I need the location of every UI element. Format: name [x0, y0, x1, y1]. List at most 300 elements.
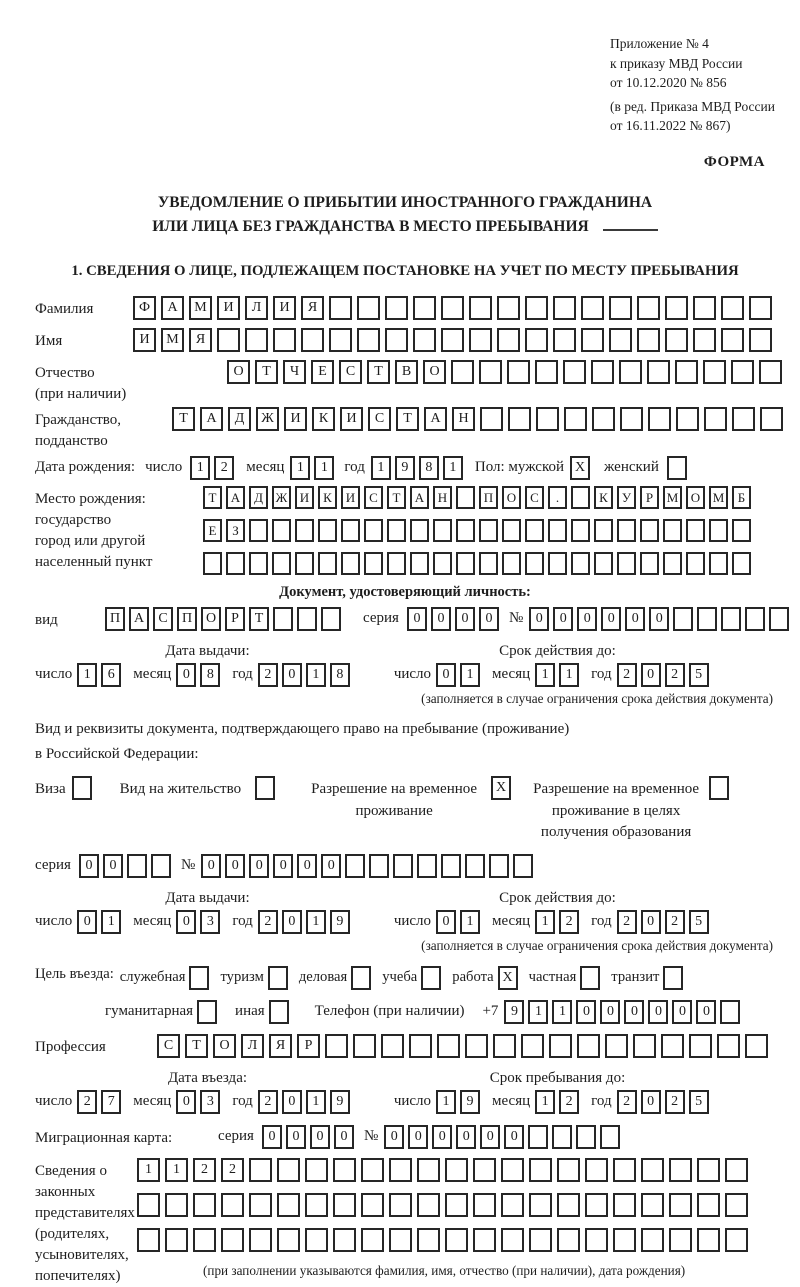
char-box[interactable]: [693, 328, 716, 352]
char-box[interactable]: [249, 552, 268, 575]
char-box[interactable]: 0: [249, 854, 269, 878]
char-box[interactable]: 0: [334, 1125, 354, 1149]
char-box[interactable]: 0: [431, 607, 451, 631]
char-box[interactable]: [437, 1034, 460, 1058]
checkbox[interactable]: [72, 776, 92, 800]
char-box[interactable]: [318, 519, 337, 542]
char-box[interactable]: [525, 552, 544, 575]
char-box[interactable]: 0: [529, 607, 549, 631]
char-box[interactable]: 1: [535, 663, 555, 687]
char-box[interactable]: Т: [255, 360, 278, 384]
char-box[interactable]: [641, 1228, 664, 1252]
char-box[interactable]: [445, 1193, 468, 1217]
char-box[interactable]: [591, 360, 614, 384]
char-box[interactable]: [686, 552, 705, 575]
char-box[interactable]: [345, 854, 365, 878]
char-box[interactable]: С: [525, 486, 544, 509]
char-box[interactable]: [552, 1125, 572, 1149]
char-box[interactable]: А: [410, 486, 429, 509]
char-box[interactable]: 1: [290, 456, 310, 480]
char-box[interactable]: 8: [200, 663, 220, 687]
char-box[interactable]: [676, 407, 699, 431]
char-box[interactable]: 6: [101, 663, 121, 687]
char-box[interactable]: [502, 552, 521, 575]
char-box[interactable]: [361, 1158, 384, 1182]
char-box[interactable]: 0: [436, 663, 456, 687]
char-box[interactable]: [479, 360, 502, 384]
char-box[interactable]: К: [318, 486, 337, 509]
checkbox[interactable]: [709, 776, 729, 800]
char-box[interactable]: [709, 552, 728, 575]
char-box[interactable]: Ж: [256, 407, 279, 431]
char-box[interactable]: 0: [407, 607, 427, 631]
char-box[interactable]: 0: [286, 1125, 306, 1149]
char-box[interactable]: 2: [258, 1090, 278, 1114]
char-box[interactable]: 9: [395, 456, 415, 480]
char-box[interactable]: [648, 407, 671, 431]
checkbox[interactable]: [421, 966, 441, 990]
char-box[interactable]: Я: [301, 296, 324, 320]
char-box[interactable]: М: [161, 328, 184, 352]
char-box[interactable]: [417, 854, 437, 878]
char-box[interactable]: [295, 519, 314, 542]
char-box[interactable]: [571, 486, 590, 509]
char-box[interactable]: [417, 1193, 440, 1217]
char-box[interactable]: [226, 552, 245, 575]
char-box[interactable]: С: [368, 407, 391, 431]
char-box[interactable]: 0: [297, 854, 317, 878]
char-box[interactable]: [640, 552, 659, 575]
char-box[interactable]: 2: [617, 663, 637, 687]
char-box[interactable]: [417, 1228, 440, 1252]
char-box[interactable]: [585, 1158, 608, 1182]
char-box[interactable]: Р: [297, 1034, 320, 1058]
char-box[interactable]: [413, 296, 436, 320]
char-box[interactable]: Т: [203, 486, 222, 509]
char-box[interactable]: [502, 519, 521, 542]
char-box[interactable]: Т: [396, 407, 419, 431]
char-box[interactable]: Р: [225, 607, 245, 631]
char-box[interactable]: [456, 552, 475, 575]
char-box[interactable]: [675, 360, 698, 384]
char-box[interactable]: [277, 1193, 300, 1217]
char-box[interactable]: 0: [649, 607, 669, 631]
char-box[interactable]: [445, 1158, 468, 1182]
checkbox[interactable]: [269, 1000, 289, 1024]
char-box[interactable]: С: [339, 360, 362, 384]
checkbox[interactable]: [255, 776, 275, 800]
char-box[interactable]: [617, 519, 636, 542]
char-box[interactable]: [732, 519, 751, 542]
char-box[interactable]: 0: [641, 663, 661, 687]
char-box[interactable]: [709, 519, 728, 542]
char-box[interactable]: К: [594, 486, 613, 509]
char-box[interactable]: [217, 328, 240, 352]
char-box[interactable]: Т: [172, 407, 195, 431]
char-box[interactable]: [433, 519, 452, 542]
char-box[interactable]: [564, 407, 587, 431]
char-box[interactable]: 0: [310, 1125, 330, 1149]
char-box[interactable]: 0: [432, 1125, 452, 1149]
char-box[interactable]: [497, 328, 520, 352]
char-box[interactable]: [661, 1034, 684, 1058]
char-box[interactable]: [479, 552, 498, 575]
char-box[interactable]: [673, 607, 693, 631]
char-box[interactable]: 1: [436, 1090, 456, 1114]
char-box[interactable]: [549, 1034, 572, 1058]
char-box[interactable]: [633, 1034, 656, 1058]
char-box[interactable]: Я: [269, 1034, 292, 1058]
char-box[interactable]: [640, 519, 659, 542]
char-box[interactable]: [557, 1228, 580, 1252]
char-box[interactable]: 0: [504, 1125, 524, 1149]
char-box[interactable]: 0: [282, 663, 302, 687]
char-box[interactable]: [571, 552, 590, 575]
char-box[interactable]: [529, 1193, 552, 1217]
char-box[interactable]: 1: [137, 1158, 160, 1182]
char-box[interactable]: [165, 1228, 188, 1252]
char-box[interactable]: Р: [640, 486, 659, 509]
char-box[interactable]: [277, 1158, 300, 1182]
char-box[interactable]: 2: [559, 1090, 579, 1114]
char-box[interactable]: 9: [504, 1000, 524, 1024]
char-box[interactable]: Т: [367, 360, 390, 384]
char-box[interactable]: [525, 296, 548, 320]
char-box[interactable]: Т: [249, 607, 269, 631]
char-box[interactable]: 1: [190, 456, 210, 480]
char-box[interactable]: 0: [625, 607, 645, 631]
char-box[interactable]: [665, 328, 688, 352]
char-box[interactable]: [361, 1193, 384, 1217]
char-box[interactable]: [617, 552, 636, 575]
char-box[interactable]: 0: [176, 663, 196, 687]
char-box[interactable]: [535, 360, 558, 384]
char-box[interactable]: 5: [689, 663, 709, 687]
char-box[interactable]: [501, 1228, 524, 1252]
char-box[interactable]: [341, 552, 360, 575]
char-box[interactable]: [508, 407, 531, 431]
char-box[interactable]: [725, 1158, 748, 1182]
char-box[interactable]: 0: [601, 607, 621, 631]
char-box[interactable]: [273, 607, 293, 631]
char-box[interactable]: [193, 1193, 216, 1217]
char-box[interactable]: Т: [185, 1034, 208, 1058]
char-box[interactable]: [581, 328, 604, 352]
char-box[interactable]: 1: [528, 1000, 548, 1024]
char-box[interactable]: 0: [456, 1125, 476, 1149]
char-box[interactable]: С: [153, 607, 173, 631]
char-box[interactable]: [357, 328, 380, 352]
char-box[interactable]: 0: [176, 910, 196, 934]
char-box[interactable]: 0: [201, 854, 221, 878]
char-box[interactable]: [221, 1193, 244, 1217]
char-box[interactable]: [389, 1158, 412, 1182]
char-box[interactable]: .: [548, 486, 567, 509]
char-box[interactable]: [669, 1228, 692, 1252]
char-box[interactable]: 1: [306, 910, 326, 934]
char-box[interactable]: 5: [689, 1090, 709, 1114]
char-box[interactable]: [501, 1193, 524, 1217]
char-box[interactable]: 0: [321, 854, 341, 878]
char-box[interactable]: [479, 519, 498, 542]
char-box[interactable]: [321, 607, 341, 631]
char-box[interactable]: Б: [732, 486, 751, 509]
char-box[interactable]: Е: [203, 519, 222, 542]
char-box[interactable]: [193, 1228, 216, 1252]
char-box[interactable]: 1: [77, 663, 97, 687]
char-box[interactable]: [357, 296, 380, 320]
char-box[interactable]: 2: [193, 1158, 216, 1182]
char-box[interactable]: [693, 296, 716, 320]
char-box[interactable]: 0: [479, 607, 499, 631]
char-box[interactable]: 0: [282, 910, 302, 934]
char-box[interactable]: 0: [648, 1000, 668, 1024]
char-box[interactable]: [410, 519, 429, 542]
char-box[interactable]: [553, 296, 576, 320]
char-box[interactable]: [513, 854, 533, 878]
char-box[interactable]: 0: [672, 1000, 692, 1024]
char-box[interactable]: О: [686, 486, 705, 509]
char-box[interactable]: [387, 519, 406, 542]
char-box[interactable]: 0: [641, 1090, 661, 1114]
char-box[interactable]: 0: [225, 854, 245, 878]
char-box[interactable]: [409, 1034, 432, 1058]
char-box[interactable]: [620, 407, 643, 431]
char-box[interactable]: 0: [79, 854, 99, 878]
char-box[interactable]: [329, 328, 352, 352]
char-box[interactable]: 0: [641, 910, 661, 934]
char-box[interactable]: [249, 1158, 272, 1182]
char-box[interactable]: [619, 360, 642, 384]
char-box[interactable]: [553, 328, 576, 352]
char-box[interactable]: 2: [617, 910, 637, 934]
char-box[interactable]: [305, 1158, 328, 1182]
char-box[interactable]: И: [273, 296, 296, 320]
char-box[interactable]: [381, 1034, 404, 1058]
char-box[interactable]: И: [295, 486, 314, 509]
char-box[interactable]: [641, 1193, 664, 1217]
char-box[interactable]: [493, 1034, 516, 1058]
char-box[interactable]: О: [227, 360, 250, 384]
char-box[interactable]: 1: [371, 456, 391, 480]
char-box[interactable]: З: [226, 519, 245, 542]
char-box[interactable]: Е: [311, 360, 334, 384]
char-box[interactable]: 1: [559, 663, 579, 687]
char-box[interactable]: [732, 407, 755, 431]
checkbox[interactable]: [189, 966, 209, 990]
char-box[interactable]: 2: [258, 910, 278, 934]
char-box[interactable]: 2: [77, 1090, 97, 1114]
char-box[interactable]: [563, 360, 586, 384]
char-box[interactable]: [669, 1193, 692, 1217]
char-box[interactable]: [387, 552, 406, 575]
char-box[interactable]: [704, 407, 727, 431]
char-box[interactable]: П: [479, 486, 498, 509]
char-box[interactable]: 0: [384, 1125, 404, 1149]
char-box[interactable]: Л: [241, 1034, 264, 1058]
char-box[interactable]: [697, 1228, 720, 1252]
char-box[interactable]: [469, 328, 492, 352]
char-box[interactable]: [137, 1193, 160, 1217]
char-box[interactable]: 1: [314, 456, 334, 480]
char-box[interactable]: [272, 552, 291, 575]
char-box[interactable]: О: [502, 486, 521, 509]
char-box[interactable]: [465, 1034, 488, 1058]
char-box[interactable]: Ф: [133, 296, 156, 320]
char-box[interactable]: [295, 552, 314, 575]
char-box[interactable]: Л: [245, 296, 268, 320]
char-box[interactable]: 1: [306, 663, 326, 687]
char-box[interactable]: [465, 854, 485, 878]
char-box[interactable]: Н: [452, 407, 475, 431]
checkbox[interactable]: [663, 966, 683, 990]
checkbox[interactable]: [580, 966, 600, 990]
char-box[interactable]: [369, 854, 389, 878]
char-box[interactable]: 1: [535, 910, 555, 934]
char-box[interactable]: 3: [200, 910, 220, 934]
char-box[interactable]: [525, 519, 544, 542]
char-box[interactable]: [594, 552, 613, 575]
char-box[interactable]: [703, 360, 726, 384]
char-box[interactable]: С: [364, 486, 383, 509]
char-box[interactable]: А: [161, 296, 184, 320]
char-box[interactable]: [647, 360, 670, 384]
char-box[interactable]: [353, 1034, 376, 1058]
char-box[interactable]: [393, 854, 413, 878]
char-box[interactable]: [277, 1228, 300, 1252]
char-box[interactable]: [725, 1193, 748, 1217]
char-box[interactable]: [585, 1228, 608, 1252]
char-box[interactable]: Ч: [283, 360, 306, 384]
char-box[interactable]: [721, 607, 741, 631]
char-box[interactable]: 3: [200, 1090, 220, 1114]
char-box[interactable]: [605, 1034, 628, 1058]
char-box[interactable]: [749, 328, 772, 352]
char-box[interactable]: 1: [165, 1158, 188, 1182]
char-box[interactable]: 0: [273, 854, 293, 878]
char-box[interactable]: [249, 519, 268, 542]
char-box[interactable]: 2: [665, 1090, 685, 1114]
char-box[interactable]: 8: [419, 456, 439, 480]
char-box[interactable]: А: [226, 486, 245, 509]
char-box[interactable]: 0: [176, 1090, 196, 1114]
char-box[interactable]: М: [663, 486, 682, 509]
checkbox[interactable]: X: [498, 966, 518, 990]
char-box[interactable]: И: [340, 407, 363, 431]
char-box[interactable]: [769, 607, 789, 631]
char-box[interactable]: 0: [624, 1000, 644, 1024]
char-box[interactable]: [759, 360, 782, 384]
char-box[interactable]: [451, 360, 474, 384]
char-box[interactable]: А: [200, 407, 223, 431]
char-box[interactable]: В: [395, 360, 418, 384]
char-box[interactable]: [389, 1193, 412, 1217]
checkbox[interactable]: X: [491, 776, 511, 800]
char-box[interactable]: [473, 1158, 496, 1182]
checkbox[interactable]: [667, 456, 687, 480]
checkbox[interactable]: [351, 966, 371, 990]
char-box[interactable]: [249, 1228, 272, 1252]
char-box[interactable]: [361, 1228, 384, 1252]
char-box[interactable]: 0: [103, 854, 123, 878]
char-box[interactable]: 2: [665, 663, 685, 687]
char-box[interactable]: [576, 1125, 596, 1149]
char-box[interactable]: [165, 1193, 188, 1217]
char-box[interactable]: [528, 1125, 548, 1149]
char-box[interactable]: [732, 552, 751, 575]
char-box[interactable]: [613, 1228, 636, 1252]
char-box[interactable]: [203, 552, 222, 575]
char-box[interactable]: [525, 328, 548, 352]
char-box[interactable]: 1: [460, 663, 480, 687]
char-box[interactable]: [641, 1158, 664, 1182]
char-box[interactable]: О: [213, 1034, 236, 1058]
char-box[interactable]: [151, 854, 171, 878]
char-box[interactable]: [127, 854, 147, 878]
char-box[interactable]: 2: [258, 663, 278, 687]
char-box[interactable]: [577, 1034, 600, 1058]
char-box[interactable]: 1: [535, 1090, 555, 1114]
char-box[interactable]: [548, 519, 567, 542]
char-box[interactable]: [529, 1228, 552, 1252]
checkbox[interactable]: X: [570, 456, 590, 480]
char-box[interactable]: [480, 407, 503, 431]
char-box[interactable]: Я: [189, 328, 212, 352]
char-box[interactable]: Ж: [272, 486, 291, 509]
char-box[interactable]: М: [709, 486, 728, 509]
char-box[interactable]: 0: [576, 1000, 596, 1024]
char-box[interactable]: [529, 1158, 552, 1182]
char-box[interactable]: [221, 1228, 244, 1252]
char-box[interactable]: [665, 296, 688, 320]
char-box[interactable]: С: [157, 1034, 180, 1058]
char-box[interactable]: 9: [330, 1090, 350, 1114]
char-box[interactable]: У: [617, 486, 636, 509]
char-box[interactable]: 0: [262, 1125, 282, 1149]
char-box[interactable]: [364, 519, 383, 542]
char-box[interactable]: [721, 328, 744, 352]
char-box[interactable]: [325, 1034, 348, 1058]
char-box[interactable]: М: [189, 296, 212, 320]
char-box[interactable]: 1: [101, 910, 121, 934]
char-box[interactable]: И: [217, 296, 240, 320]
char-box[interactable]: 9: [460, 1090, 480, 1114]
checkbox[interactable]: [197, 1000, 217, 1024]
char-box[interactable]: П: [177, 607, 197, 631]
char-box[interactable]: [341, 519, 360, 542]
char-box[interactable]: 0: [577, 607, 597, 631]
char-box[interactable]: [686, 519, 705, 542]
char-box[interactable]: [720, 1000, 740, 1024]
char-box[interactable]: 9: [330, 910, 350, 934]
char-box[interactable]: 2: [617, 1090, 637, 1114]
checkbox[interactable]: [268, 966, 288, 990]
char-box[interactable]: [364, 552, 383, 575]
char-box[interactable]: [689, 1034, 712, 1058]
char-box[interactable]: [385, 328, 408, 352]
char-box[interactable]: 2: [559, 910, 579, 934]
char-box[interactable]: [507, 360, 530, 384]
char-box[interactable]: [613, 1158, 636, 1182]
char-box[interactable]: 0: [282, 1090, 302, 1114]
char-box[interactable]: 2: [665, 910, 685, 934]
char-box[interactable]: 7: [101, 1090, 121, 1114]
char-box[interactable]: 1: [306, 1090, 326, 1114]
char-box[interactable]: [557, 1158, 580, 1182]
char-box[interactable]: [731, 360, 754, 384]
char-box[interactable]: [637, 328, 660, 352]
char-box[interactable]: [245, 328, 268, 352]
